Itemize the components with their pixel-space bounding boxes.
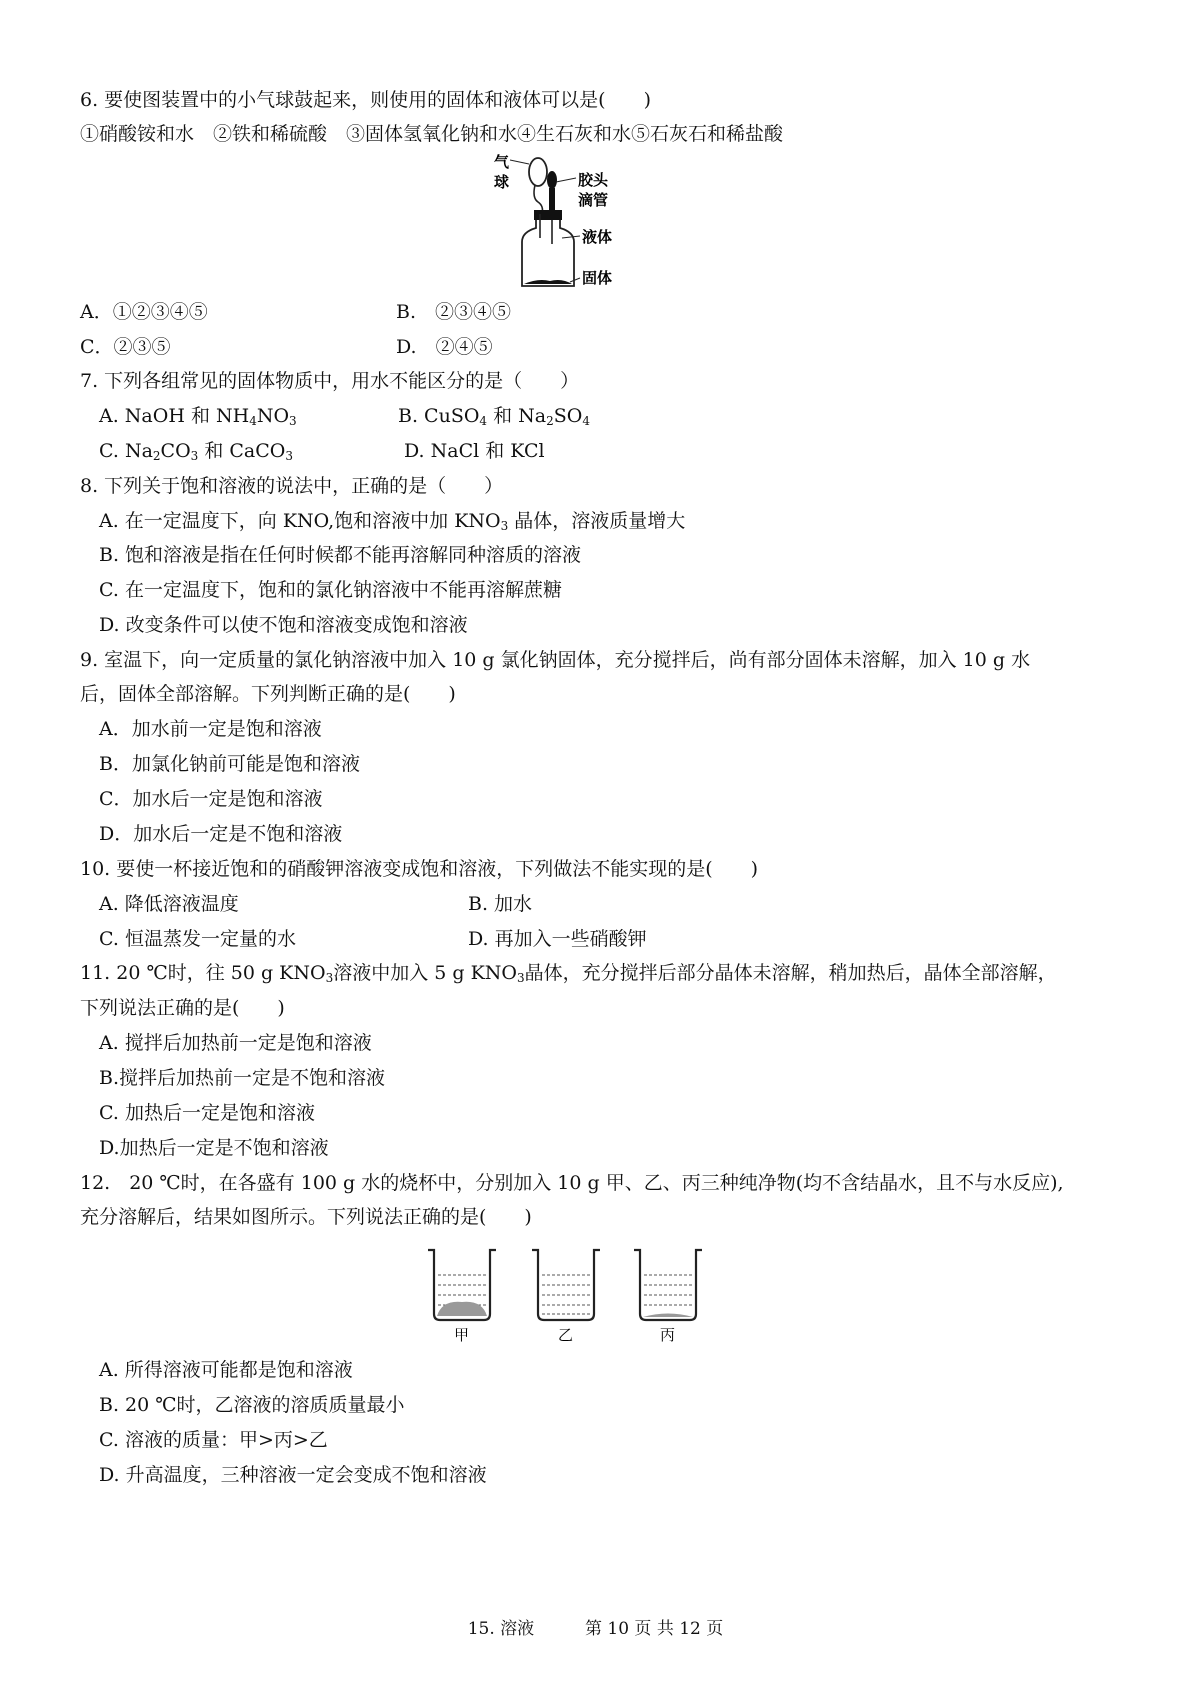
footer-chapter: 15. 溶液 [467,1619,535,1639]
beaker-label-bing: 丙 [660,1326,676,1344]
beaker-jia [428,1250,496,1344]
q6-option-a[interactable]: A．①②③④⑤ [80,301,208,323]
q6-option-b[interactable]: B. ②③④⑤ [396,301,512,323]
q7-option-d[interactable]: D. NaCl 和 KCl [404,440,545,462]
q12-stem-line-2: 充分溶解后，结果如图所示。下列说法正确的是( ) [80,1206,532,1228]
label-solid: 固体 [582,269,613,287]
q9-stem-line-2: 后，固体全部溶解。下列判断正确的是( ) [80,683,456,705]
bottle [522,220,574,286]
solid-layer [524,280,572,284]
q7-option-a[interactable]: A. NaOH 和 $NH_4NO_3$ [99,405,297,428]
beaker-label-yi: 乙 [558,1326,574,1344]
q11-stem-line-2: 下列说法正确的是( ) [80,997,285,1019]
dropper-bulb [547,171,557,189]
q10-stem: 10. 要使一杯接近饱和的硝酸钾溶液变成饱和溶液，下列做法不能实现的是( ) [80,858,759,880]
q11-option-b[interactable]: B.搅拌后加热前一定是不饱和溶液 [99,1067,386,1089]
q9-stem-line-1: 9. 室温下，向一定质量的氯化钠溶液中加入 10 g 氯化钠固体，充分搅拌后，尚有部分固体未溶解，加入 10 g 水 [80,649,1031,671]
q9-option-a[interactable]: A．加水前一定是饱和溶液 [99,718,322,740]
beaker-label-jia: 甲 [454,1326,470,1344]
q11-option-d[interactable]: D.加热后一定是不饱和溶液 [99,1137,329,1159]
label-balloon-1: 气 [494,153,510,171]
q12-option-b[interactable]: B. 20 ℃时，乙溶液的溶质质量最小 [99,1394,405,1416]
q9-option-c[interactable]: C．加水后一定是饱和溶液 [99,788,323,810]
q11-option-c[interactable]: C. 加热后一定是饱和溶液 [99,1102,315,1124]
q9-option-d[interactable]: D．加水后一定是不饱和溶液 [99,823,343,845]
label-liquid: 液体 [582,228,613,246]
q6-choices: ①硝酸铵和水 ②铁和稀硫酸 ③固体氢氧化钠和水④生石灰和水⑤石灰石和稀盐酸 [80,123,784,145]
q9-option-b[interactable]: B．加氯化钠前可能是饱和溶液 [99,753,360,775]
q12-option-d[interactable]: D. 升高温度，三种溶液一定会变成不饱和溶液 [99,1464,487,1486]
q10-option-d[interactable]: D. 再加入一些硝酸钾 [468,928,647,950]
label-dropper-1: 胶头 [578,171,609,189]
q8-option-b[interactable]: B. 饱和溶液是指在任何时候都不能再溶解同种溶质的溶液 [99,544,582,566]
q11-option-a[interactable]: A. 搅拌后加热前一定是饱和溶液 [99,1032,372,1054]
beaker-bing [634,1250,702,1344]
footer-page-number: 第 10 页 共 12 页 [584,1619,724,1639]
q10-option-c[interactable]: C. 恒温蒸发一定量的水 [99,928,296,950]
q8-stem: 8. 下列关于饱和溶液的说法中，正确的是（ ） [80,475,504,497]
label-dropper-2: 滴管 [578,191,609,209]
q8-option-a[interactable]: A. 在一定温度下，向 KNO,饱和溶液中加 $KNO_3$ 晶体，溶液质量增大 [99,510,686,533]
q7-stem: 7. 下列各组常见的固体物质中，用水不能区分的是（ ） [80,370,580,392]
beakers-figure [420,1240,720,1345]
q8-option-c[interactable]: C. 在一定温度下，饱和的氯化钠溶液中不能再溶解蔗糖 [99,579,562,601]
q10-option-b[interactable]: B. 加水 [468,893,533,915]
q11-stem-line-1: 11. 20 ℃时，往 50 g $KNO_3$溶液中加入 5 g $KNO_3$晶体，充分搅拌后部分晶体未溶解，稍加热后，晶体全部溶解， [80,962,1057,985]
label-balloon-2: 球 [494,173,510,191]
q12-stem-line-1: 12. 20 ℃时，在各盛有 100 g 水的烧杯中，分别加入 10 g 甲、乙、丙三种纯净物(均不含结晶水，且不与水反应), [80,1172,1064,1194]
q8-option-d[interactable]: D. 改变条件可以使不饱和溶液变成饱和溶液 [99,614,468,636]
q6-option-c[interactable]: C．②③⑤ [80,336,171,358]
q10-option-a[interactable]: A. 降低溶液温度 [99,893,239,915]
q12-option-c[interactable]: C. 溶液的质量：甲>丙>乙 [99,1429,328,1451]
page-footer [0,1617,1191,1641]
q7-option-c[interactable]: C. $Na_2CO_3$ 和 CaCO$_3$ [99,440,294,463]
q6-stem: 6. 要使图装置中的小气球鼓起来，则使用的固体和液体可以是( ) [80,89,651,111]
beaker-yi [532,1250,600,1344]
balloon-apparatus-figure [480,150,640,295]
stopper [534,210,562,220]
q7-option-b[interactable]: B. CuSO$_4$ 和 $Na_2SO_4$ [398,405,590,428]
q6-option-d[interactable]: D. ②④⑤ [396,336,493,358]
balloon-shape [529,158,547,186]
q12-option-a[interactable]: A. 所得溶液可能都是饱和溶液 [99,1359,353,1381]
